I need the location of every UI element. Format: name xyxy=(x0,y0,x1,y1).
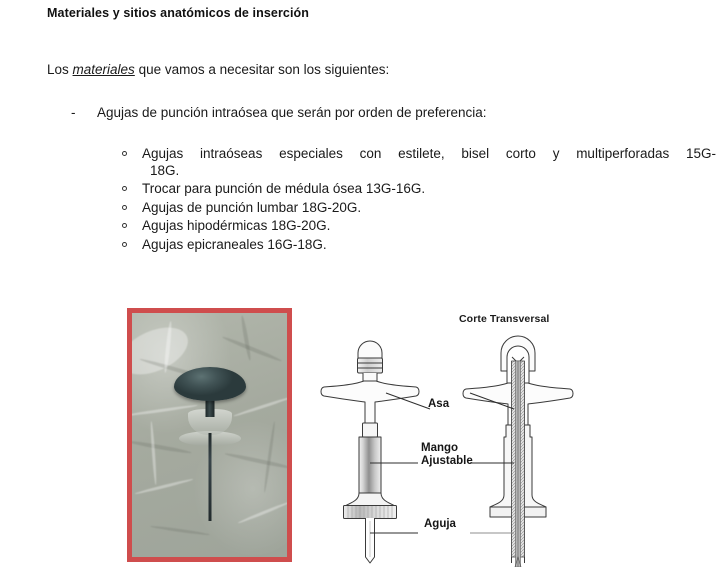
list-item-label-continued: 18G. xyxy=(150,162,180,178)
list-item-label: Agujas epicraneales 16G-18G. xyxy=(142,236,327,252)
needle-photo-shaft xyxy=(208,433,211,521)
list-item-label: Agujas hipodérmicas 18G-20G. xyxy=(142,218,331,233)
intro-text-before: Los xyxy=(47,62,73,77)
dash-list-item-label: Agujas de punción intraósea que serán por orden de preferencia: xyxy=(97,105,487,120)
list-item xyxy=(120,237,716,254)
list-item xyxy=(120,146,716,179)
diagram-label-aguja: Aguja xyxy=(424,518,456,530)
circle-bullet-icon xyxy=(122,205,127,210)
needle-photo-handle-cap xyxy=(174,367,246,401)
diagram-label-mango-line2: Ajustable xyxy=(421,455,473,467)
dash-list-item xyxy=(71,105,487,120)
sub-bullet-list xyxy=(120,146,716,255)
list-item-label: Agujas de punción lumbar 18G-20G. xyxy=(142,199,362,215)
circle-bullet-icon xyxy=(122,151,127,156)
intro-emphasis-word: materiales xyxy=(72,62,135,77)
diagram-exterior-view xyxy=(321,341,419,563)
diagram-svg xyxy=(318,305,648,567)
intro-text-after: que vamos a necesitar son los siguientes: xyxy=(134,62,390,77)
needle-technical-diagram xyxy=(318,305,648,567)
list-item-label: Agujas intraóseas especiales con estilete, bisel corto y multiperforadas 15G- xyxy=(142,146,716,161)
diagram-label-mango-ajustable xyxy=(421,442,473,468)
diagram-cross-section-view xyxy=(463,336,573,567)
list-item xyxy=(120,218,716,235)
list-item-label: Trocar para punción de médula ósea 13G-16G. xyxy=(142,181,426,196)
dash-bullet-marker: - xyxy=(71,105,76,120)
circle-bullet-icon xyxy=(122,223,127,228)
circle-bullet-icon xyxy=(122,186,127,191)
page-title: Materiales y sitios anatómicos de inserción xyxy=(47,6,310,20)
intraosseous-needle-object xyxy=(132,313,287,557)
list-item xyxy=(120,200,716,217)
diagram-label-asa: Asa xyxy=(428,398,450,410)
circle-bullet-icon xyxy=(122,242,127,247)
needle-photograph xyxy=(127,308,292,562)
diagram-label-mango-line1: Mango xyxy=(421,442,459,454)
intro-paragraph xyxy=(47,62,389,77)
cross-section-title: Corte Transversal xyxy=(459,313,550,325)
list-item xyxy=(120,181,716,198)
